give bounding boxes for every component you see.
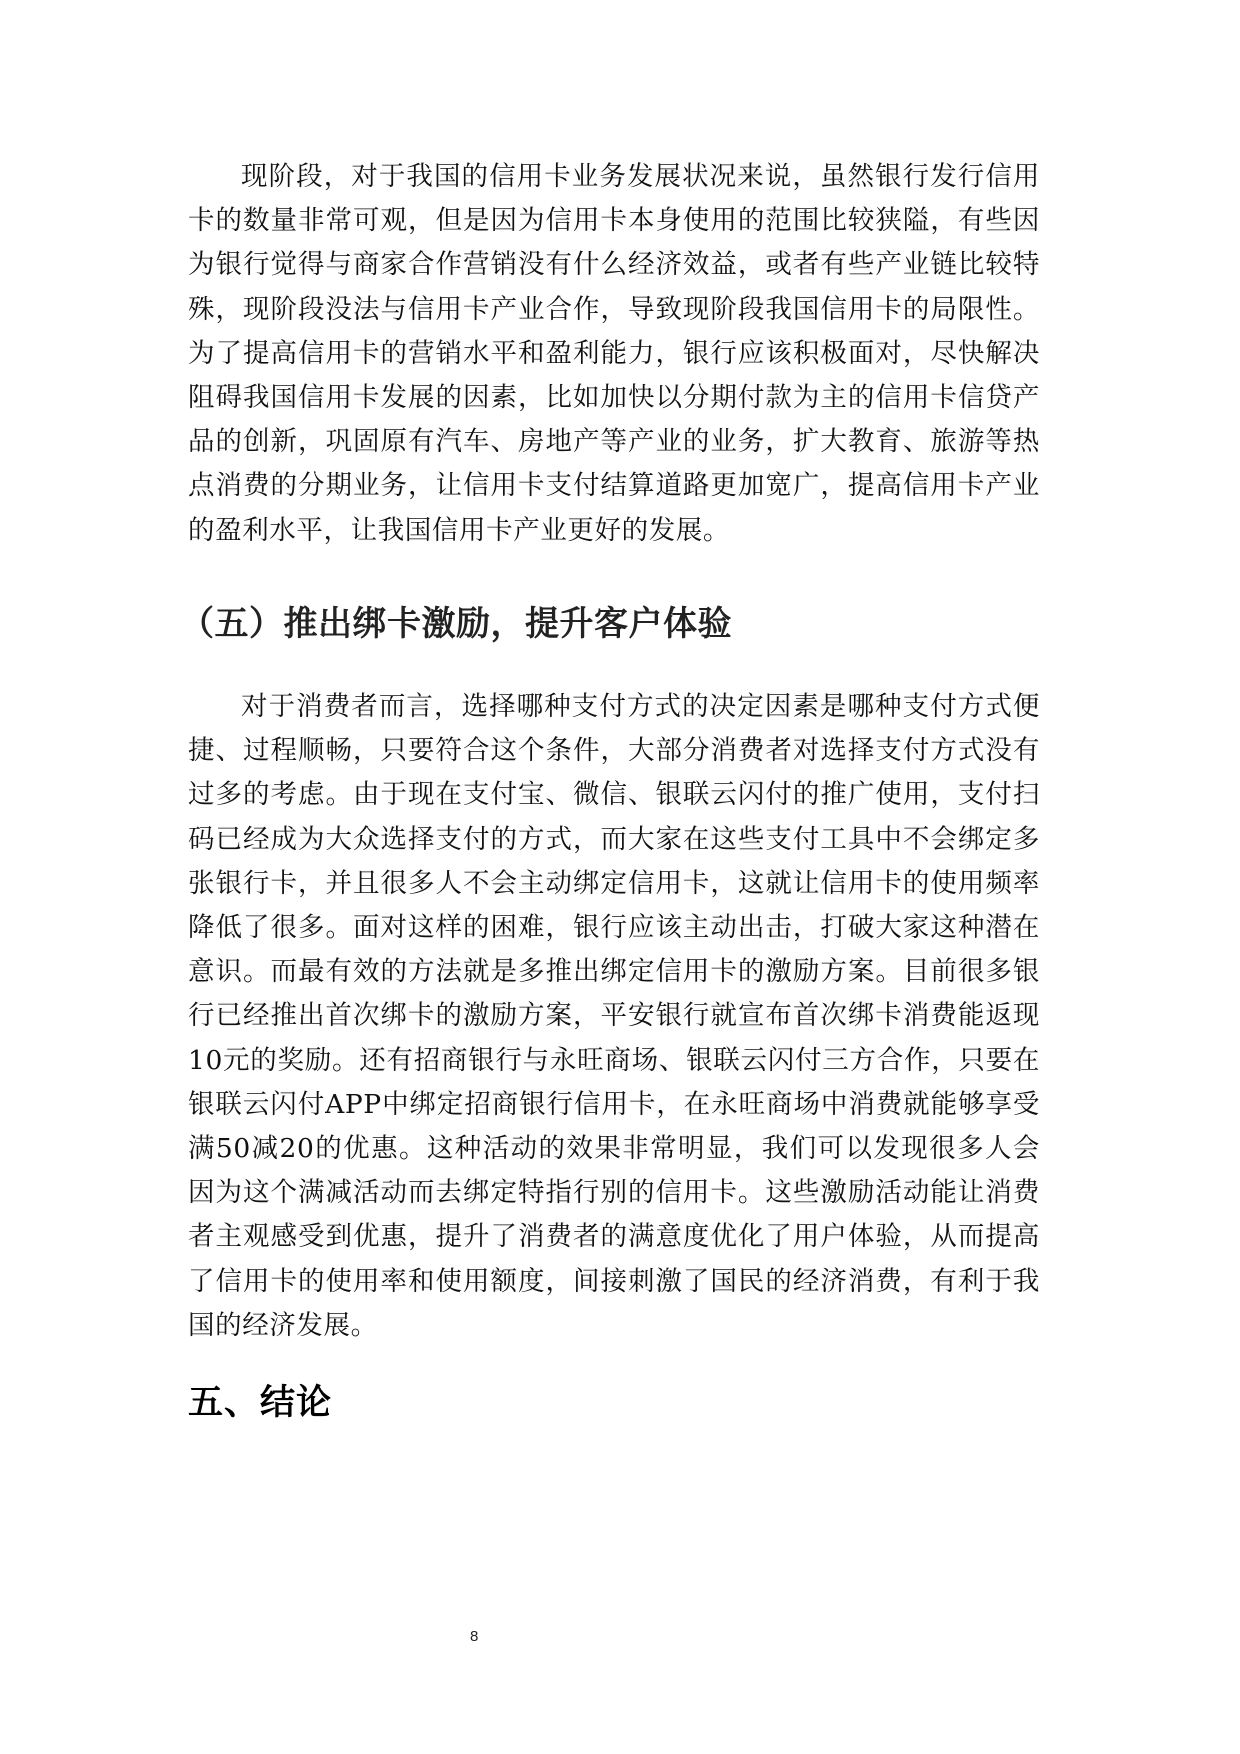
body-paragraph: 对于消费者而言，选择哪种支付方式的决定因素是哪种支付方式便捷、过程顺畅，只要符合这个条件，大部分消费者对选择支付方式没有过多的考虑。由于现在支付宝、微信、银联云闪付的推广使用，支付扫码已经成为大众选择支付的方式，而大家在这些支付工具中不会绑定多张银行卡，并且很多人不会主动绑定信用卡，这就让信用卡的使用频率降低了很多。面对这样的困难，银行应该主动出击，打破大家这种潜在意识。而最有效的方法就是多推出绑定信用卡的激励方案。目前很多银行已经推出首次绑卡的激励方案，平安银行就宣布首次绑卡消费能返现10元的奖励。还有招商银行与永旺商场、银联云闪付三方合作，只要在银联云闪付APP中绑定招商银行信用卡，在永旺商场中消费就能够享受满50减20的优惠。这种活动的效果非常明显，我们可以发现很多人会因为这个满减活动而去绑定特指行别的信用卡。这些激励活动能让消费者主观感受到优惠，提升了消费者的满意度优化了用户体验，从而提高了信用卡的使用率和使用额度，间接刺激了国民的经济消费，有利于我国的经济发展。 [188, 691, 1040, 1341]
subsection-heading: （五）推出绑卡激励，提升客户体验 [180, 604, 732, 644]
page-number: 8 [470, 1628, 479, 1645]
body-paragraph: 现阶段，对于我国的信用卡业务发展状况来说，虽然银行发行信用卡的数量非常可观，但是因为信用卡本身使用的范围比较狭隘，有些因为银行觉得与商家合作营销没有什么经济效益，或者有些产业链比较特殊，现阶段没法与信用卡产业合作，导致现阶段我国信用卡的局限性。为了提高信用卡的营销水平和盈利能力，银行应该积极面对，尽快解决阻碍我国信用卡发展的因素，比如加快以分期付款为主的信用卡信贷产品的创新，巩固原有汽车、房地产等产业的业务，扩大教育、旅游等热点消费的分期业务，让信用卡支付结算道路更加宽广，提高信用卡产业的盈利水平，让我国信用卡产业更好的发展。 [188, 161, 1040, 546]
section-heading: 五、结论 [188, 1383, 333, 1423]
